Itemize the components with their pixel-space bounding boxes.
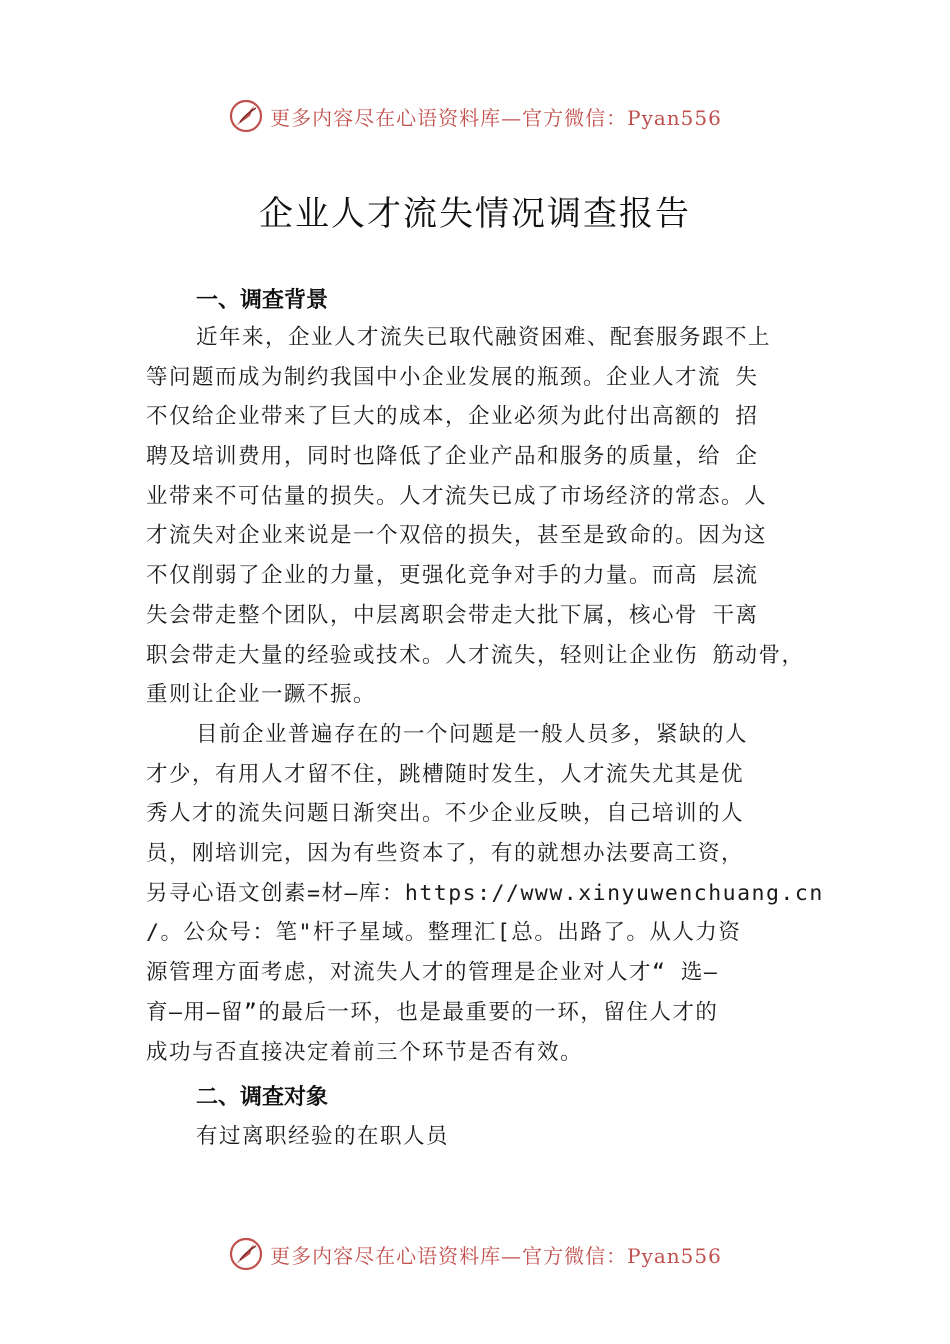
text-line: 育—用—留”的最后一环，也是最重要的一环，留住人才的 [146,999,719,1025]
paragraph-background-2 [146,715,836,1072]
quill-logo-icon [228,98,264,134]
watermark-text: 更多内容尽在心语资料库—官方微信：Pyan556 [270,1243,722,1268]
quill-logo-icon [228,1236,264,1272]
text-line: 另寻心语文创素=材—库：https://www.xinyuwenchuang.cn [146,880,824,906]
section-heading-background: 一、调查背景 [196,288,329,313]
text-line: 目前企业普遍存在的一个问题是一般人员多，紧缺的人 [196,722,749,747]
text-line: 成功与否直接决定着前三个环节是否有效。 [146,1039,584,1065]
text-line: 聘及培训费用，同时也降低了企业产品和服务的质量，给 企 [146,444,759,470]
text-line: 不仅给企业带来了巨大的成本，企业必须为此付出高额的 招 [146,404,759,430]
header-watermark-banner [0,96,950,136]
footer-watermark-banner [0,1234,950,1274]
paragraph-background-1 [146,318,836,715]
text-line: 秀人才的流失问题日渐突出。不少企业反映，自己培训的人 [146,801,745,827]
text-line: 员，刚培训完，因为有些资本了，有的就想办法要高工资， [146,841,745,867]
paragraph-subjects [146,1117,836,1157]
text-line: 失会带走整个团队，中层离职会带走大批下属，核心骨 干离 [146,602,759,628]
text-line: 源管理方面考虑，对流失人才的管理是企业对人才“ 选— [146,960,719,986]
text-line: 职会带走大量的经验或技术。人才流失，轻则让企业伤 筋动骨， [146,642,805,668]
text-line: 重则让企业一蹶不振。 [146,682,377,708]
section-heading-subjects: 二、调查对象 [196,1085,329,1110]
text-line: 才流失对企业来说是一个双倍的损失，甚至是致命的。因为这 [146,523,768,549]
text-line: 才少，有用人才留不住，跳槽随时发生，人才流失尤其是优 [146,761,745,787]
text-line: 业带来不可估量的损失。人才流失已成了市场经济的常态。人 [146,483,768,509]
text-line: 近年来，企业人才流失已取代融资困难、配套服务跟不上 [196,325,772,350]
watermark-text: 更多内容尽在心语资料库—官方微信：Pyan556 [270,105,722,130]
text-line: 不仅削弱了企业的力量，更强化竞争对手的力量。而高 层流 [146,563,759,589]
text-line: 等问题而成为制约我国中小企业发展的瓶颈。企业人才流 失 [146,364,759,390]
text-line: /。公众号：笔"杆子星域。整理汇[总。出路了。从人力资 [146,920,742,946]
text-line: 有过离职经验的在职人员 [196,1124,450,1149]
document-title: 企业人才流失情况调查报告 [259,194,691,234]
